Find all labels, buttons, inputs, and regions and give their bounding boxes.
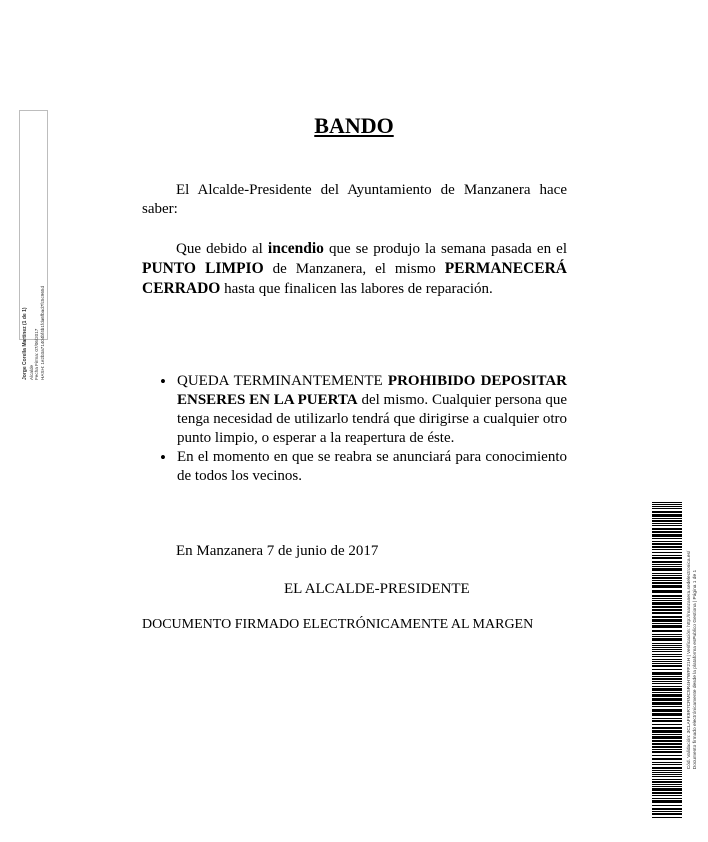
bullet-text: del mismo. Cualquier persona que tenga necesidad de utilizarlo tendrá que dirigirse a cualquier otro punto limpio, o esperar a la reapertura de éste.: [177, 392, 567, 446]
signer-role: Alcalde: [28, 364, 34, 380]
bullet-text: QUEDA TERMINANTEMENTE: [177, 373, 388, 389]
signatory: EL ALCALDE-PRESIDENTE: [284, 581, 470, 597]
notice-text: hasta que finalicen las labores de reparación.: [220, 281, 493, 297]
validation-code: Cód. Validación: 3CLAFK9R7CRMC5R4H7WFF21H | Verificación: http://manzanera.sedelectronica.es/: [687, 550, 692, 770]
date-line: En Manzanera 7 de junio de 2017: [176, 543, 379, 559]
bullet-prohibition-bold: PROHIBIDO DEPOSITAR ENSERES EN LA PUERTA: [177, 373, 567, 408]
signature-date: Fecha Firma: 07/06/2017: [34, 328, 39, 380]
validation-platform: Documento firmado electrónicamente desde la plataforma esPublico Gestiona | Página 1 de 1: [693, 569, 698, 770]
notice-text: de Manzanera, el mismo: [263, 261, 445, 277]
signature-hash: HASH: 1e2b3a71404bf4b1fda6fbad7fc5c965d: [39, 286, 45, 380]
notice-fire: incendio: [267, 240, 324, 257]
signer-name: Jorge Corella Martínez (1 de 1): [21, 307, 28, 380]
bullet-prohibition: [142, 372, 567, 448]
notice-clean-point: PUNTO LIMPIO: [142, 260, 264, 277]
bullet-reopening: • En el momento en que se reabra se anunciará para conocimiento de todos los vecinos.: [142, 448, 567, 486]
notice-closed: PERMANECERÁ CERRADO: [142, 260, 567, 297]
barcode-icon: [652, 502, 682, 818]
validation-barcode-area: [652, 502, 702, 818]
notice-paragraph: [142, 239, 567, 299]
signature-margin-box: [19, 110, 48, 380]
signature-margin-text: [23, 286, 45, 380]
notice-text: que se produjo la semana pasada en el: [323, 241, 567, 257]
notice-text: Que debido al: [176, 241, 268, 257]
validation-text: [687, 551, 699, 769]
notice-bullets: [142, 372, 567, 486]
intro-paragraph: El Alcalde-Presidente del Ayuntamiento de Manzanera hace saber:: [142, 182, 567, 217]
document-title: BANDO: [314, 113, 394, 138]
signed-note: DOCUMENTO FIRMADO ELECTRÓNICAMENTE AL MARGEN: [142, 617, 534, 632]
